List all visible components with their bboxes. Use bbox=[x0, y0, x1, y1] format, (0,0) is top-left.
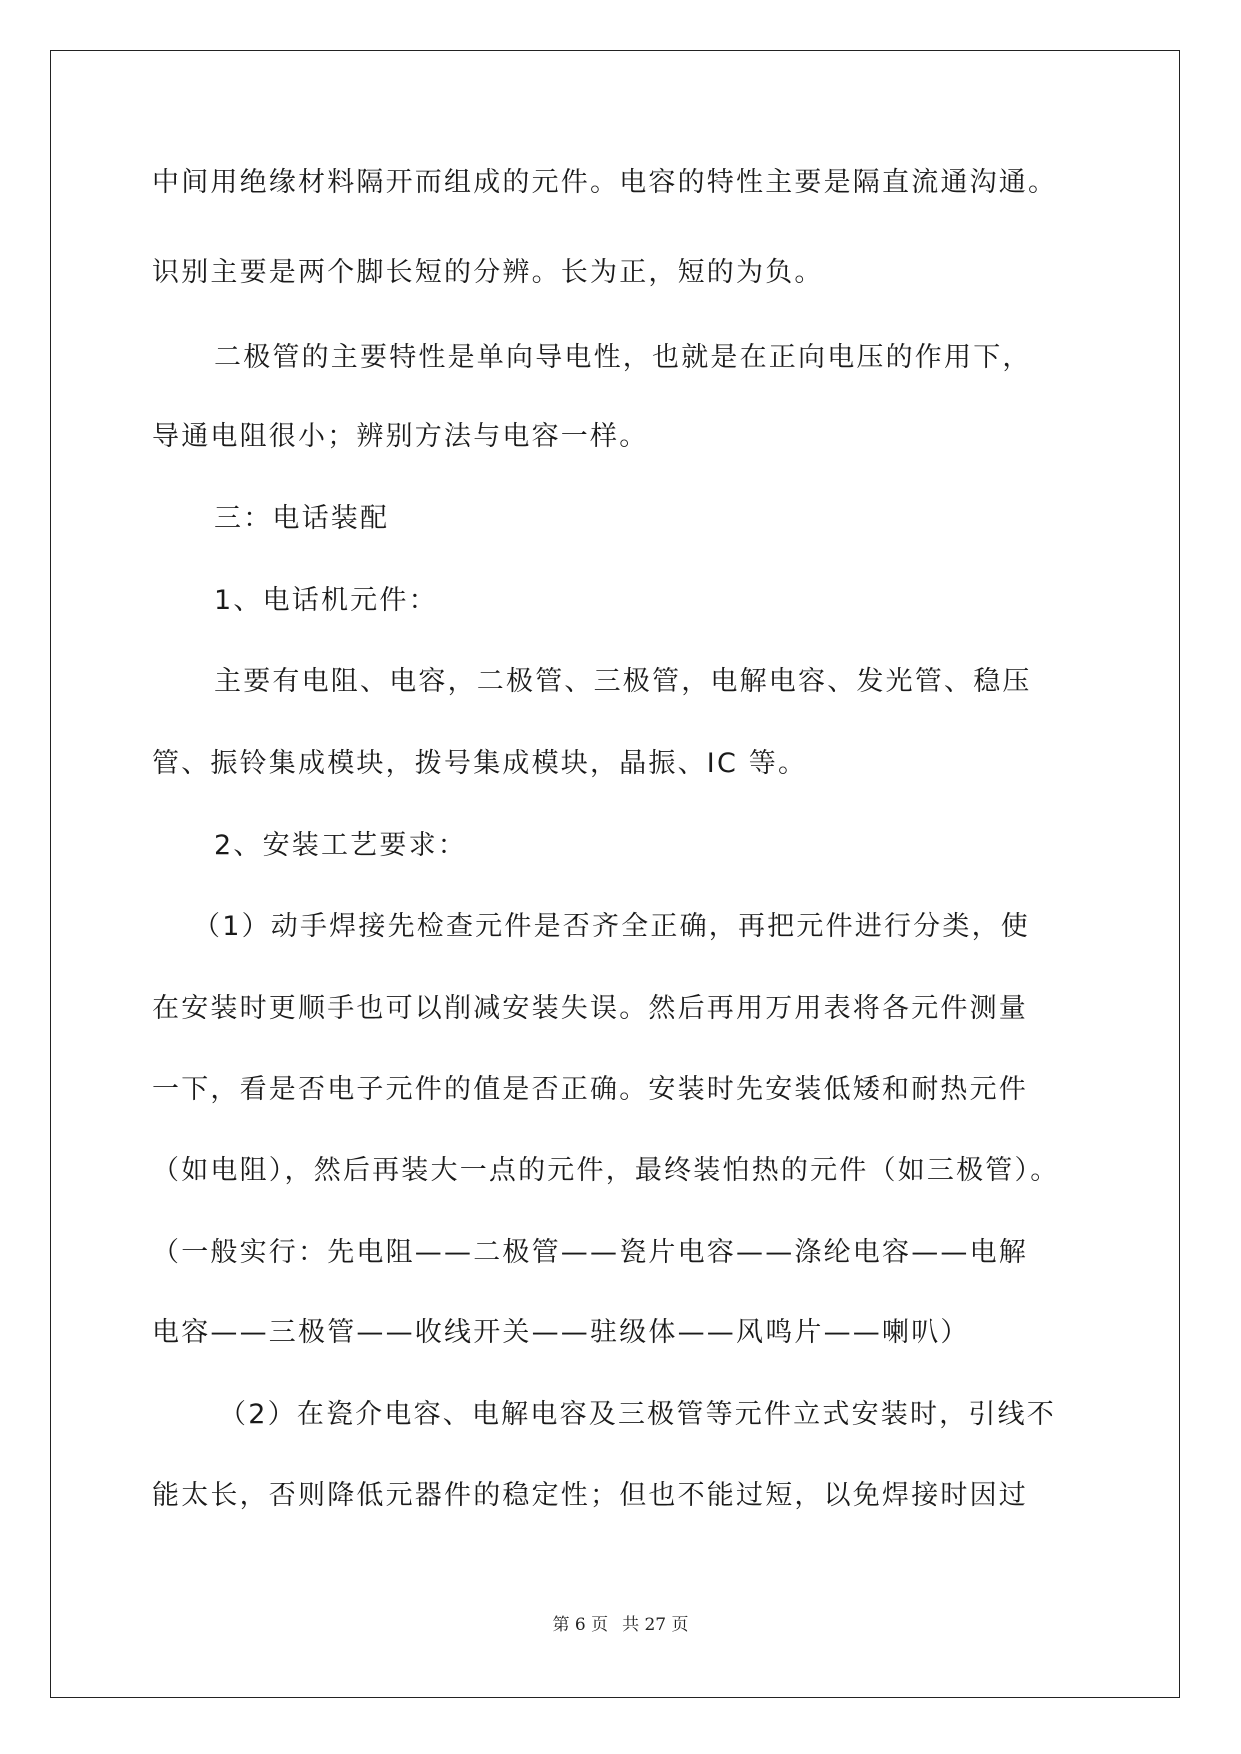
text-line: 导通电阻很小；辨别方法与电容一样。 bbox=[152, 421, 649, 452]
page-border bbox=[50, 50, 1180, 1698]
text-line: （一般实行：先电阻——二极管——瓷片电容——涤纶电容——电解 bbox=[152, 1237, 1028, 1268]
text-line: 主要有电阻、电容，二极管、三极管，电解电容、发光管、稳压 bbox=[214, 666, 1032, 697]
page-footer bbox=[0, 1614, 1241, 1636]
section-heading: 三：电话装配 bbox=[214, 503, 390, 534]
subsection-heading: 2、安装工艺要求： bbox=[214, 830, 467, 861]
text-line: （1）动手焊接先检查元件是否齐全正确，再把元件进行分类，使 bbox=[193, 911, 1030, 942]
text-line: 识别主要是两个脚长短的分辨。长为正，短的为负。 bbox=[152, 257, 824, 288]
page-number: 第 6 页 bbox=[552, 1615, 609, 1635]
text-line: 管、振铃集成模块，拨号集成模块，晶振、IC 等。 bbox=[152, 748, 808, 779]
text-line: 能太长，否则降低元器件的稳定性；但也不能过短，以免焊接时因过 bbox=[152, 1480, 1028, 1511]
text-line: （2）在瓷介电容、电解电容及三极管等元件立式安装时，引线不 bbox=[219, 1399, 1056, 1430]
text-line: 在安装时更顺手也可以削减安装失误。然后再用万用表将各元件测量 bbox=[152, 993, 1028, 1024]
text-line: 一下，看是否电子元件的值是否正确。安装时先安装低矮和耐热元件 bbox=[152, 1074, 1028, 1105]
text-line: 中间用绝缘材料隔开而组成的元件。电容的特性主要是隔直流通沟通。 bbox=[152, 167, 1058, 198]
subsection-heading: 1、电话机元件： bbox=[214, 585, 438, 616]
text-line: （如电阻），然后再装大一点的元件，最终装怕热的元件（如三极管）。 bbox=[152, 1155, 1060, 1186]
page-total: 共 27 页 bbox=[622, 1615, 689, 1635]
text-line: 二极管的主要特性是单向导电性，也就是在正向电压的作用下， bbox=[214, 342, 1032, 373]
text-line: 电容——三极管——收线开关——驻级体——风鸣片——喇叭） bbox=[152, 1317, 970, 1348]
